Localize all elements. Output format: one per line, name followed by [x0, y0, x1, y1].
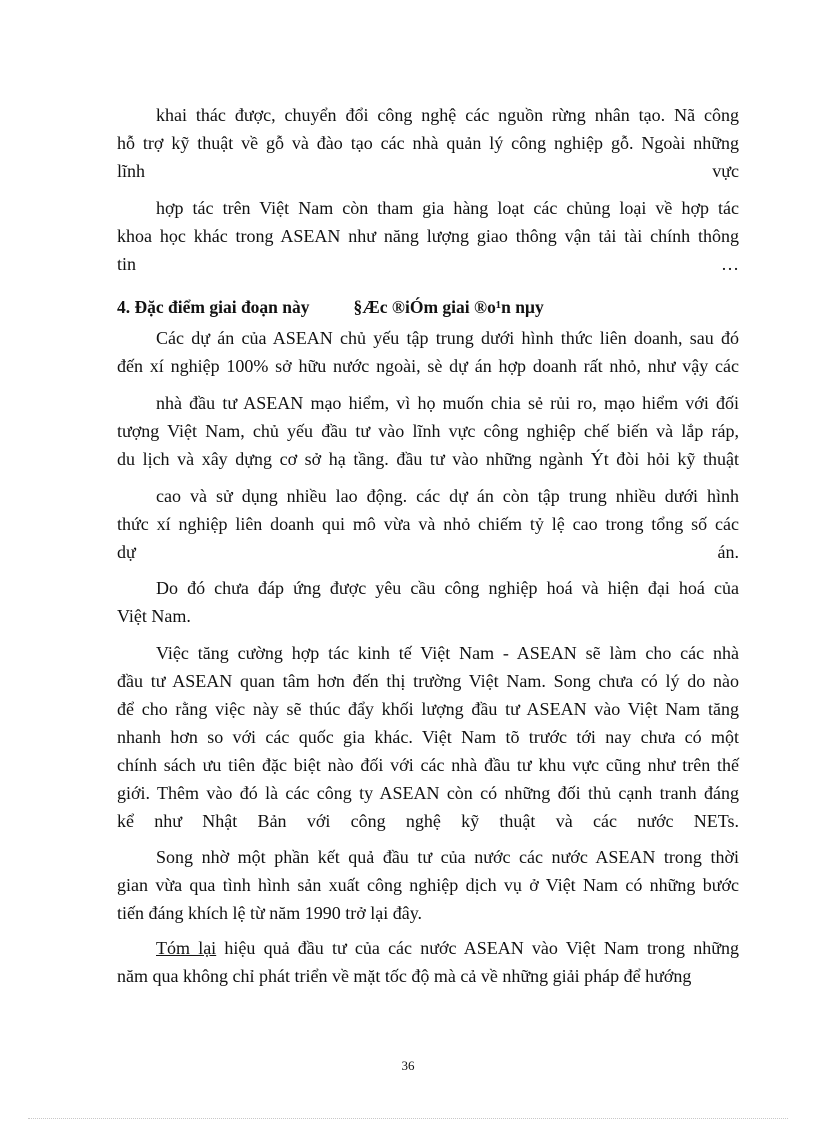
heading-title: 4. Đặc điểm giai đoạn này: [117, 297, 310, 317]
text-line: nhà đầu tư ASEAN mạo hiểm, vì họ muốn chia sẻ rủi ro, mạo hiểm với đối: [156, 393, 739, 413]
text-fragment: án.: [717, 542, 739, 562]
text-fragment: tin: [117, 254, 137, 274]
text-fragment: hiệu quả đầu tư của các nước ASEAN vào Việt Nam trong những: [216, 938, 739, 958]
text-line: hỗ trợ kỹ thuật về gỗ và đào tạo các nhà quản lý công nghiệp gỗ. Ngoài những: [117, 133, 739, 153]
text-fragment: dự: [117, 542, 136, 562]
text-line: đến xí nghiệp 100% sở hữu nước ngoài, sè dự án hợp doanh rất nhỏ, như vậy các: [117, 356, 739, 376]
text-line: đầu tư ASEAN quan tâm hơn đến thị trường Việt Nam. Song chưa có lý do nào: [117, 671, 739, 691]
text-line: Việt Nam.: [117, 606, 191, 626]
text-line: năm qua không chỉ phát triển về mặt tốc độ mà cả về những giải pháp để hướng: [117, 966, 692, 986]
text-line: gian vừa qua tình hình sản xuất công nghiệp dịch vụ ở Việt Nam có những bước: [117, 875, 739, 895]
text-line: nhanh hơn so với các quốc gia khác. Việt Nam tõ trước tới nay chưa có một: [117, 727, 739, 747]
text-line: giới. Thêm vào đó là các công ty ASEAN còn có những đối thủ cạnh tranh đáng: [117, 783, 739, 803]
text-fragment: …: [721, 254, 739, 274]
summary-label: Tóm lại: [156, 938, 217, 958]
text-line: [117, 252, 739, 276]
text-line: tượng Việt Nam, chủ yếu đầu tư vào lĩnh vực công nghiệp chế biến và lắp ráp,: [117, 421, 739, 441]
text-line: [117, 540, 739, 564]
text-line: khai thác được, chuyển đổi công nghệ các nguồn rừng nhân tạo. Nã công: [156, 105, 739, 125]
text-fragment: lĩnh: [117, 161, 146, 181]
text-line: khoa học khác trong ASEAN như năng lượng giao thông vận tải tài chính thông: [117, 226, 739, 246]
text-line: Các dự án của ASEAN chủ yếu tập trung dưới hình thức liên doanh, sau đó: [156, 328, 739, 348]
text-line: du lịch và xây dựng cơ sở hạ tầng. đầu tư vào những ngành Ýt đòi hỏi kỹ thuật: [117, 449, 739, 469]
text-line: Việc tăng cường hợp tác kinh tế Việt Nam - ASEAN sẽ làm cho các nhà: [156, 643, 739, 663]
text-line: Song nhờ một phần kết quả đầu tư của nước các nước ASEAN trong thời: [156, 847, 739, 867]
text-line: hợp tác trên Việt Nam còn tham gia hàng loạt các chủng loại về hợp tác: [156, 198, 739, 218]
text-line: thức xí nghiệp liên doanh qui mô vừa và nhỏ chiếm tỷ lệ cao trong tổng số các: [117, 514, 739, 534]
text-line: [156, 936, 739, 960]
footer-divider: [28, 1118, 788, 1119]
text-line: Do đó chưa đáp ứng được yêu cầu công nghiệp hoá và hiện đại hoá của: [156, 578, 739, 598]
heading-garbled-text: §Æc ®iÓm giai ®o¹n nµy: [353, 297, 544, 317]
text-line: [117, 159, 739, 183]
text-fragment: vực: [712, 161, 739, 181]
section-heading: [117, 295, 739, 319]
text-line: chính sách ưu tiên đặc biệt nào đối với các nhà đầu tư khu vực cũng như trên thế: [117, 755, 739, 775]
text-line: để cho rằng việc này sẽ thúc đẩy khối lượng đầu tư ASEAN vào Việt Nam tăng: [117, 699, 739, 719]
text-line: cao và sử dụng nhiều lao động. các dự án còn tập trung nhiều dưới hình: [156, 486, 739, 506]
text-line: kể như Nhật Bản với công nghệ kỹ thuật và các nước NETs.: [117, 811, 739, 831]
text-line: tiến đáng khích lệ từ năm 1990 trở lại đây.: [117, 903, 423, 923]
page-number: 36: [401, 1058, 415, 1073]
